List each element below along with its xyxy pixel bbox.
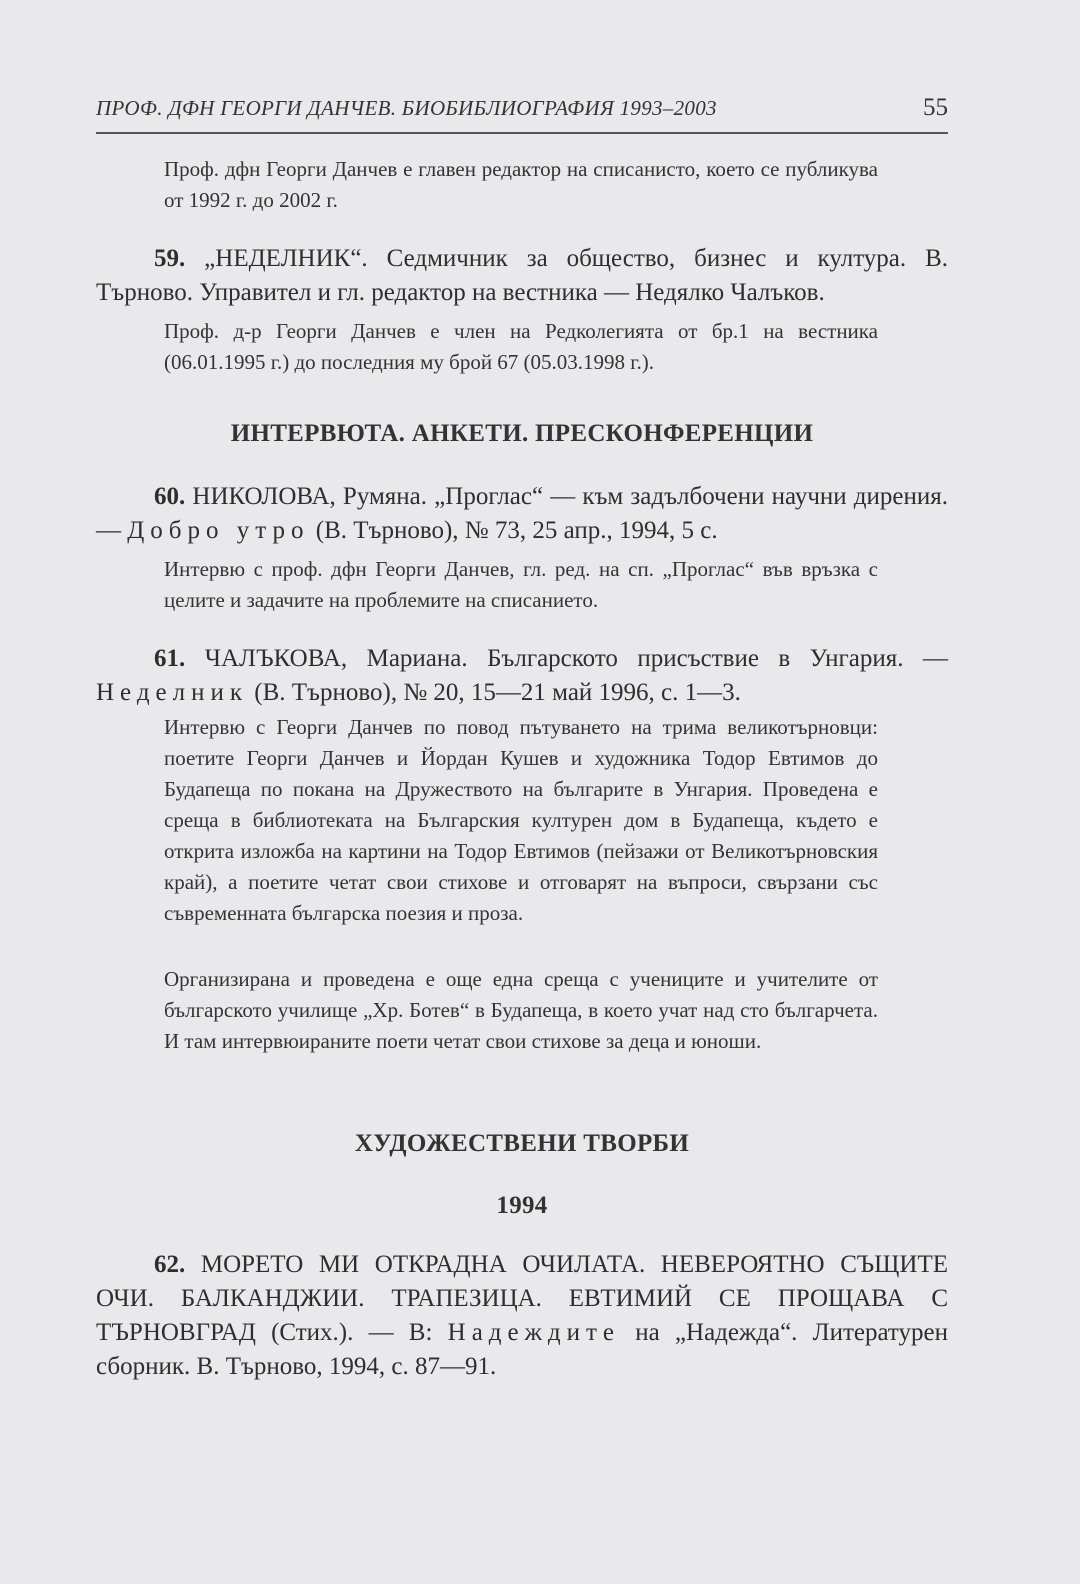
entry-text: „НЕДЕЛНИК“. Седмичник за общество, бизнес и култура. В. Търново. Управител и гл. редактор на вестника — Недялко Чалъков. — [96, 245, 948, 306]
entry-61-note-2: Организирана и проведена е още една среща с учениците и учителите от българското училище „Хр. Ботев“ в Будапеща, в което учат над сто българчета. И там интервюираните поети четат свои стихове за деца и юноши. — [164, 967, 878, 1053]
entry-source: Надеждите — [447, 1319, 621, 1346]
running-title: ПРОФ. ДФН ГЕОРГИ ДАНЧЕВ. БИОБИБЛИОГРАФИЯ 1993–2003 — [96, 96, 717, 120]
entry-61 — [96, 642, 948, 710]
entry-source: Неделник — [96, 679, 249, 706]
section-heading-works: ХУДОЖЕСТВЕНИ ТВОРБИ — [354, 1130, 690, 1157]
entry-61-note-1: Интервю с Георги Данчев по повод пътуването на трима великотърновци: поетите Георги Данчев и Йордан Кушев и художника Тодор Евтимов до Будапеща по покана на Дружеството на българите в Унгария. Проведена е среща в библиотеката на Българския културен дом в Будапеща, където е открита изложба на картини на Тодор Евтимов (пейзажи от Великотърновския край), а поетите четат свои стихове и отговарят на въпроси, свързани със съвременната българска поезия и проза. — [164, 715, 878, 925]
entry-number: 59. — [154, 245, 186, 272]
entry-author-title: ЧАЛЪКОВА, Мариана. Българското присъствие в Унгария. — — [185, 645, 948, 672]
entry-details: на „Надежда“. Литературен сборник. В. Търново, 1994, с. 87—91. — [96, 1319, 949, 1380]
entry-60 — [96, 480, 948, 548]
entry-60-note: Интервю с проф. дфн Георги Данчев, гл. ред. на сп. „Проглас“ във връзка с целите и задачите на проблемите на списанието. — [164, 557, 878, 612]
year-heading: 1994 — [496, 1192, 548, 1219]
entry-number: 61. — [154, 645, 186, 672]
note-editor: Проф. дфн Георги Данчев е главен редактор на списанисто, което се публикува от 1992 г. до 2002 г. — [164, 157, 878, 212]
entry-text: МОРЕТО МИ ОТКРАДНА ОЧИЛАТА. НЕВЕРОЯТНО СЪЩИТЕ ОЧИ. БАЛКАНДЖИИ. ТРАПЕЗИЦА. ЕВТИМИЙ СЕ ПРОЩАВА С ТЪРНОВГРАД (Стих.). — В: — [96, 1251, 948, 1346]
entry-number: 62. — [154, 1251, 186, 1278]
entry-59-note: Проф. д-р Георги Данчев е член на Редколегията от бр.1 на вестника (06.01.1995 г.) до последния му брой 67 (05.03.1998 г.). — [164, 319, 878, 374]
entry-source: Добро утро — [127, 517, 310, 544]
section-heading-interviews: ИНТЕРВЮТА. АНКЕТИ. ПРЕСКОНФЕРЕНЦИИ — [230, 420, 814, 447]
entry-62 — [96, 1248, 948, 1384]
entry-author-title: НИКОЛОВА, Румяна. „Проглас“ — към задълбочени научни дирения. — — [96, 483, 948, 544]
page-header — [96, 92, 948, 134]
entry-59 — [96, 242, 948, 310]
entry-details: (В. Търново), № 20, 15—21 май 1996, с. 1—3. — [248, 679, 741, 706]
page-number: 55 — [923, 94, 948, 121]
entry-number: 60. — [154, 483, 186, 510]
entry-details: (В. Търново), № 73, 25 апр., 1994, 5 с. — [309, 517, 718, 544]
